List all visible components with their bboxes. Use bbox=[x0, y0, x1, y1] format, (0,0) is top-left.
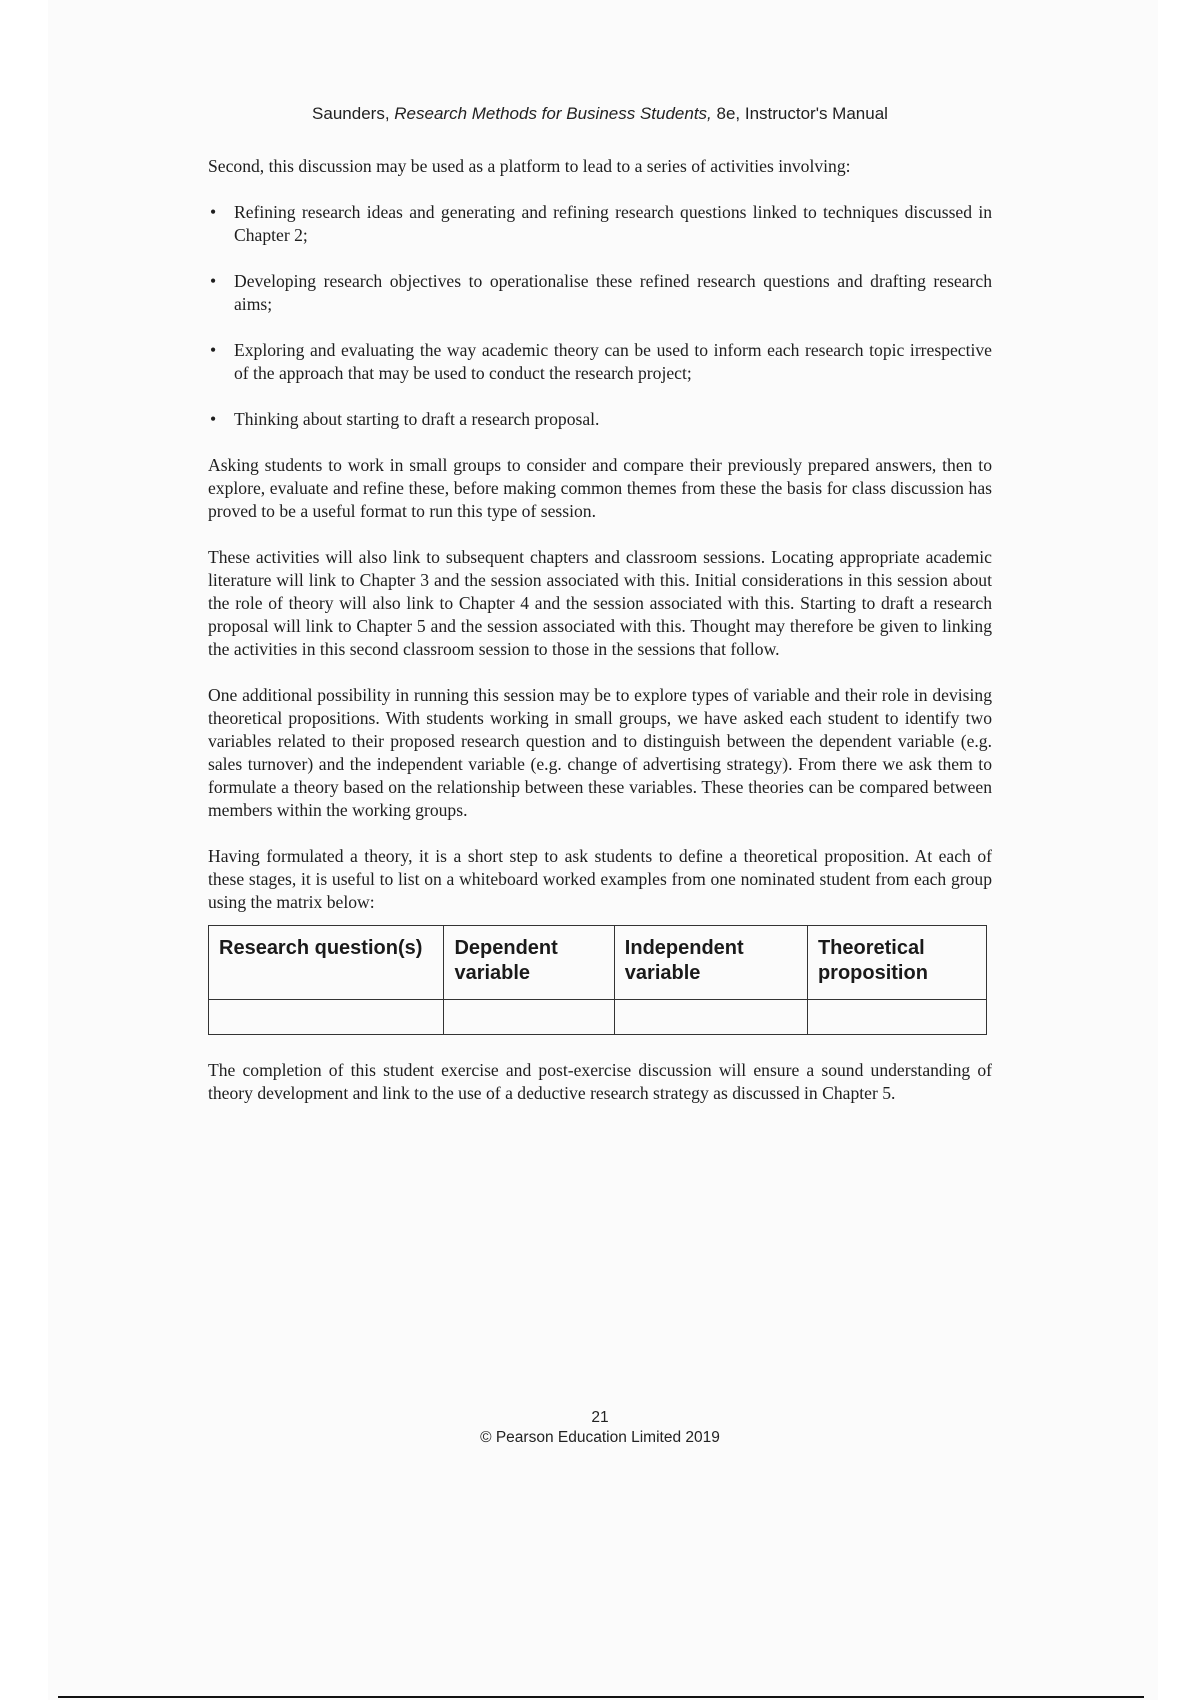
table-cell bbox=[444, 1000, 614, 1035]
bullet-icon: • bbox=[210, 271, 217, 291]
closing-paragraph: The completion of this student exercise and post-exercise discussion will ensure a sound understanding of theory development and link to the use of a deductive research strategy as discussed in Chapter 5. bbox=[208, 1060, 992, 1103]
bottom-divider bbox=[58, 1696, 1144, 1698]
running-header bbox=[0, 104, 1200, 124]
header-book-title: Research Methods for Business Students, bbox=[394, 104, 712, 123]
table-cell bbox=[209, 1000, 444, 1035]
column-header-independent-variable: Independent variable bbox=[614, 926, 807, 1000]
column-header-research-questions: Research question(s) bbox=[209, 926, 444, 1000]
list-item bbox=[208, 339, 992, 385]
list-item-text: Thinking about starting to draft a research proposal. bbox=[234, 409, 600, 429]
table-row bbox=[209, 1000, 987, 1035]
list-item bbox=[208, 408, 992, 431]
intro-paragraph: Second, this discussion may be used as a platform to lead to a series of activities involving: bbox=[208, 156, 851, 176]
table-cell bbox=[807, 1000, 986, 1035]
body-paragraph: One additional possibility in running this session may be to explore types of variable and their role in devising theoretical propositions. With students working in small groups, we have asked each student to identify two variables related to their proposed research question and to distinguish between the dependent variable (e.g. sales turnover) and the independent variable (e.g. change of advertising strategy). From there we ask them to formulate a theory based on the relationship between these variables. These theories can be compared between members within the working groups. bbox=[208, 685, 992, 820]
table-cell bbox=[614, 1000, 807, 1035]
page-number: 21 bbox=[591, 1409, 609, 1426]
list-item-text: Refining research ideas and generating and refining research questions linked to techniques discussed in Chapter 2; bbox=[234, 202, 992, 245]
bullet-icon: • bbox=[210, 340, 217, 360]
theory-matrix-table bbox=[208, 925, 987, 1035]
bullet-icon: • bbox=[210, 202, 217, 222]
body-content bbox=[208, 155, 992, 1128]
bullet-icon: • bbox=[210, 409, 217, 429]
header-edition: 8e, Instructor's Manual bbox=[711, 104, 888, 123]
table-header-row bbox=[209, 926, 987, 1000]
body-paragraph: These activities will also link to subsequent chapters and classroom sessions. Locating appropriate academic literature will link to Chapter 3 and the session associated with this. Initial considerations in this session about the role of theory will also link to Chapter 4 and the session associated with this. Starting to draft a research proposal will link to Chapter 5 and the session associated with this. Thought may therefore be given to linking the activities in this second classroom session to those in the sessions that follow. bbox=[208, 547, 992, 659]
column-header-dependent-variable: Dependent variable bbox=[444, 926, 614, 1000]
copyright-notice: © Pearson Education Limited 2019 bbox=[480, 1429, 720, 1446]
activities-list bbox=[208, 201, 992, 431]
column-header-theoretical-proposition: Theoretical proposition bbox=[807, 926, 986, 1000]
list-item-text: Developing research objectives to operationalise these refined research questions and drafting research aims; bbox=[234, 271, 992, 314]
list-item bbox=[208, 270, 992, 316]
header-author: Saunders, bbox=[312, 104, 395, 123]
list-item-text: Exploring and evaluating the way academic theory can be used to inform each research topic irrespective of the approach that may be used to conduct the research project; bbox=[234, 340, 992, 383]
list-item bbox=[208, 201, 992, 247]
body-paragraph: Asking students to work in small groups to consider and compare their previously prepared answers, then to explore, evaluate and refine these, before making common themes from these the basis for class discussion has proved to be a useful format to run this type of session. bbox=[208, 455, 992, 521]
body-paragraph: Having formulated a theory, it is a short step to ask students to define a theoretical proposition. At each of these stages, it is useful to list on a whiteboard worked examples from one nominated student from each group using the matrix below: bbox=[208, 846, 992, 912]
